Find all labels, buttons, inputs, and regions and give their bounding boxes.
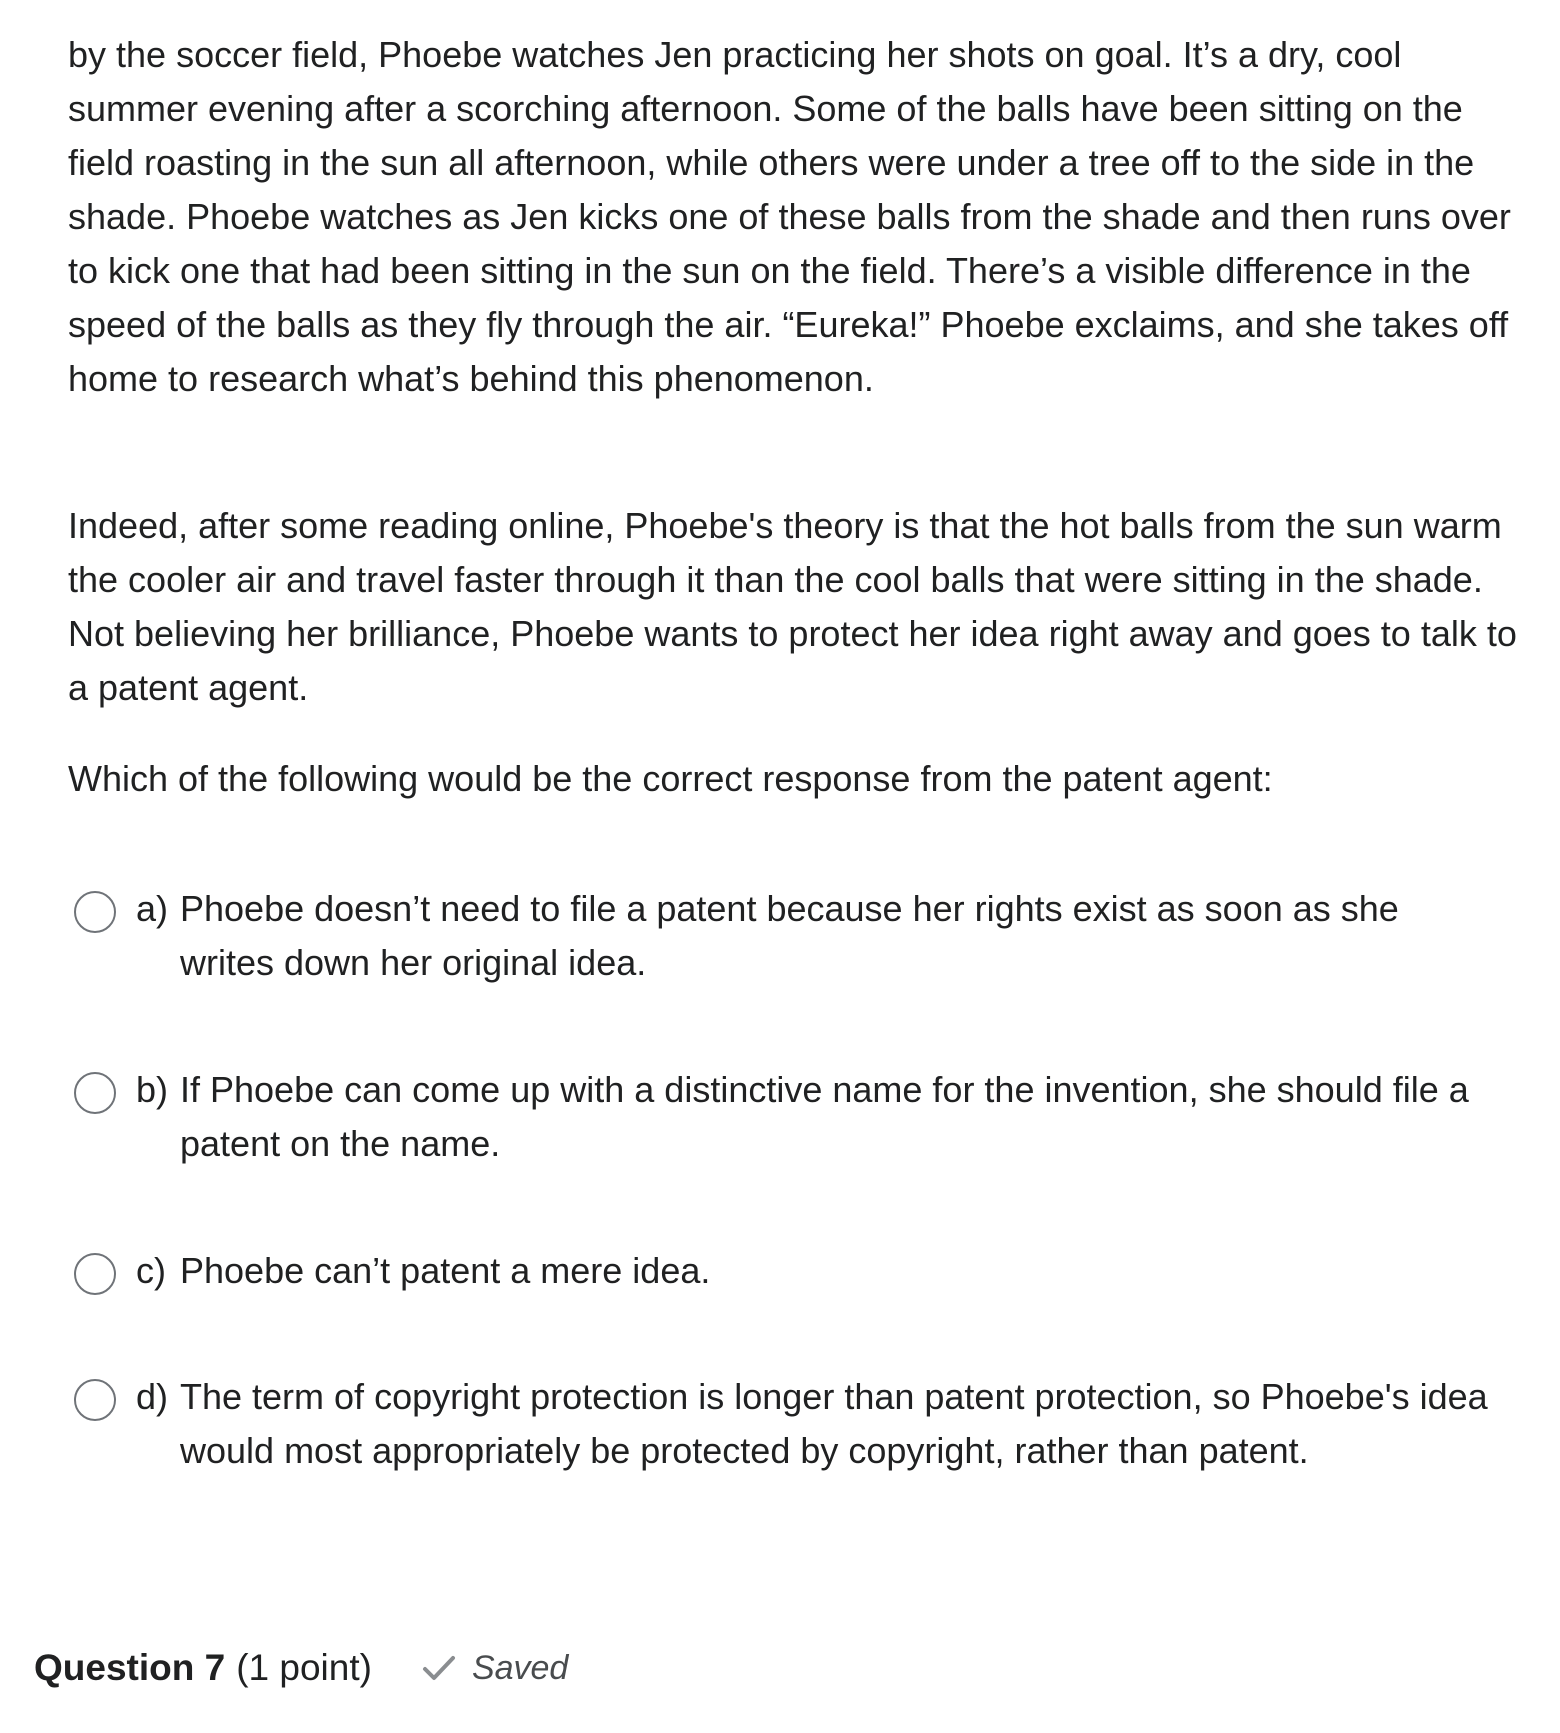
- question-prompt: Which of the following would be the correct response from the patent agent:: [68, 758, 1273, 799]
- radio-button-a[interactable]: [74, 891, 116, 933]
- option-letter: c): [136, 1250, 166, 1291]
- option-label: Phoebe doesn’t need to file a patent because her rights exist as soon as she writes down her original idea.: [180, 888, 1399, 983]
- radio-button-c[interactable]: [74, 1253, 116, 1295]
- option-letter: d): [136, 1376, 169, 1417]
- radio-button-d[interactable]: [74, 1379, 116, 1421]
- question-title: Question 7: [34, 1647, 226, 1688]
- radio-button-b[interactable]: [74, 1072, 116, 1114]
- saved-label: Saved: [471, 1649, 569, 1687]
- option-label: The term of copyright protection is longer than patent protection, so Phoebe's idea would most appropriately be protected by copyright, rather than patent.: [180, 1376, 1488, 1471]
- saved-status: [422, 1643, 568, 1693]
- option-letter: a): [136, 888, 169, 929]
- question-points: (1 point): [236, 1647, 372, 1688]
- passage-paragraph-1: by the soccer field, Phoebe watches Jen practicing her shots on goal. It’s a dry, cool summer evening after a scorching afternoon. Some of the balls have been sitting on the field roasting in the sun all afternoon, while others were under a tree off to the side in the shade. Phoebe watches as Jen kicks one of these balls from the shade and then runs over to kick one that had been sitting in the sun on the field. There’s a visible difference in the speed of the balls as they fly through the air. “Eureka!” Phoebe exclaims, and she takes off home to research what’s behind this phenomenon.: [68, 34, 1511, 399]
- answer-option-b[interactable]: [74, 1063, 1494, 1171]
- answer-option-a[interactable]: [74, 882, 1494, 990]
- question-7-header: [34, 1643, 568, 1693]
- option-label: Phoebe can’t patent a mere idea.: [180, 1250, 711, 1291]
- answer-option-c[interactable]: [74, 1244, 1494, 1298]
- option-label: If Phoebe can come up with a distinctive name for the invention, she should file a patent on the name.: [180, 1069, 1469, 1164]
- answer-option-d[interactable]: [74, 1370, 1494, 1478]
- option-letter: b): [136, 1069, 169, 1110]
- checkmark-icon: [422, 1654, 456, 1682]
- passage-paragraph-2: Indeed, after some reading online, Phoebe's theory is that the hot balls from the sun warm the cooler air and travel faster through it than the cool balls that were sitting in the shade. Not believing her brilliance, Phoebe wants to protect her idea right away and goes to talk to a patent agent.: [68, 505, 1517, 708]
